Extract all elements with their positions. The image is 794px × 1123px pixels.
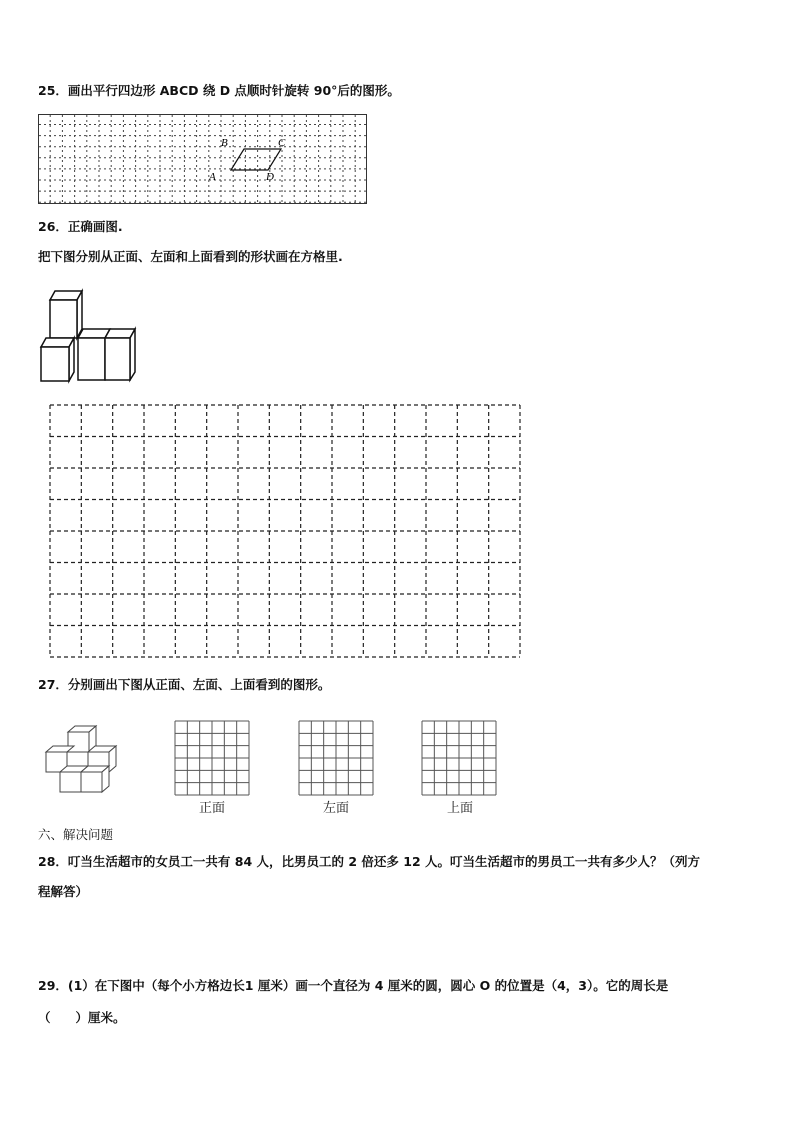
q26-instruction: 把下图分别从正面、左面和上面看到的形状画在方格里.: [38, 249, 343, 264]
q27-grid-front[interactable]: [174, 720, 250, 796]
point-c-label: C: [278, 137, 286, 149]
point-a-label: A: [209, 171, 216, 183]
q27-grid-left[interactable]: [298, 720, 374, 796]
q27-grid-top[interactable]: [421, 720, 497, 796]
q27-label-left: 左面: [323, 801, 350, 816]
q28-line1: 28．叮当生活超市的女员工一共有 84 人，比男员工的 2 倍还多 12 人。叮当生活超市的男员工一共有多少人？（列方: [38, 854, 700, 869]
q26-answer-grid[interactable]: [49, 404, 521, 658]
q27-text: 27．分别画出下图从正面、左面、上面看到的图形。: [38, 677, 331, 692]
point-b-label: B: [221, 137, 228, 149]
point-d-label: D: [266, 171, 274, 183]
q26-cube-figure: [38, 286, 138, 386]
q25-text: 25．画出平行四边形 ABCD 绕 D 点顺时针旋转 90°后的图形。: [38, 83, 400, 98]
q29-line2: （ ）厘米。: [38, 1010, 126, 1025]
q27-label-front: 正面: [199, 801, 226, 816]
section6-heading: 六、解决问题: [38, 827, 114, 842]
q25-grid[interactable]: [38, 114, 368, 206]
q28-line2: 程解答）: [38, 884, 89, 899]
q27-label-top: 上面: [447, 801, 474, 816]
q27-cube-figure: [44, 724, 134, 796]
q29-line1: 29．(1）在下图中（每个小方格边长1 厘米）画一个直径为 4 厘米的圆，圆心 O 的位置是（4，3）。它的周长是: [38, 978, 669, 993]
q26-title: 26．正确画图.: [38, 219, 123, 234]
